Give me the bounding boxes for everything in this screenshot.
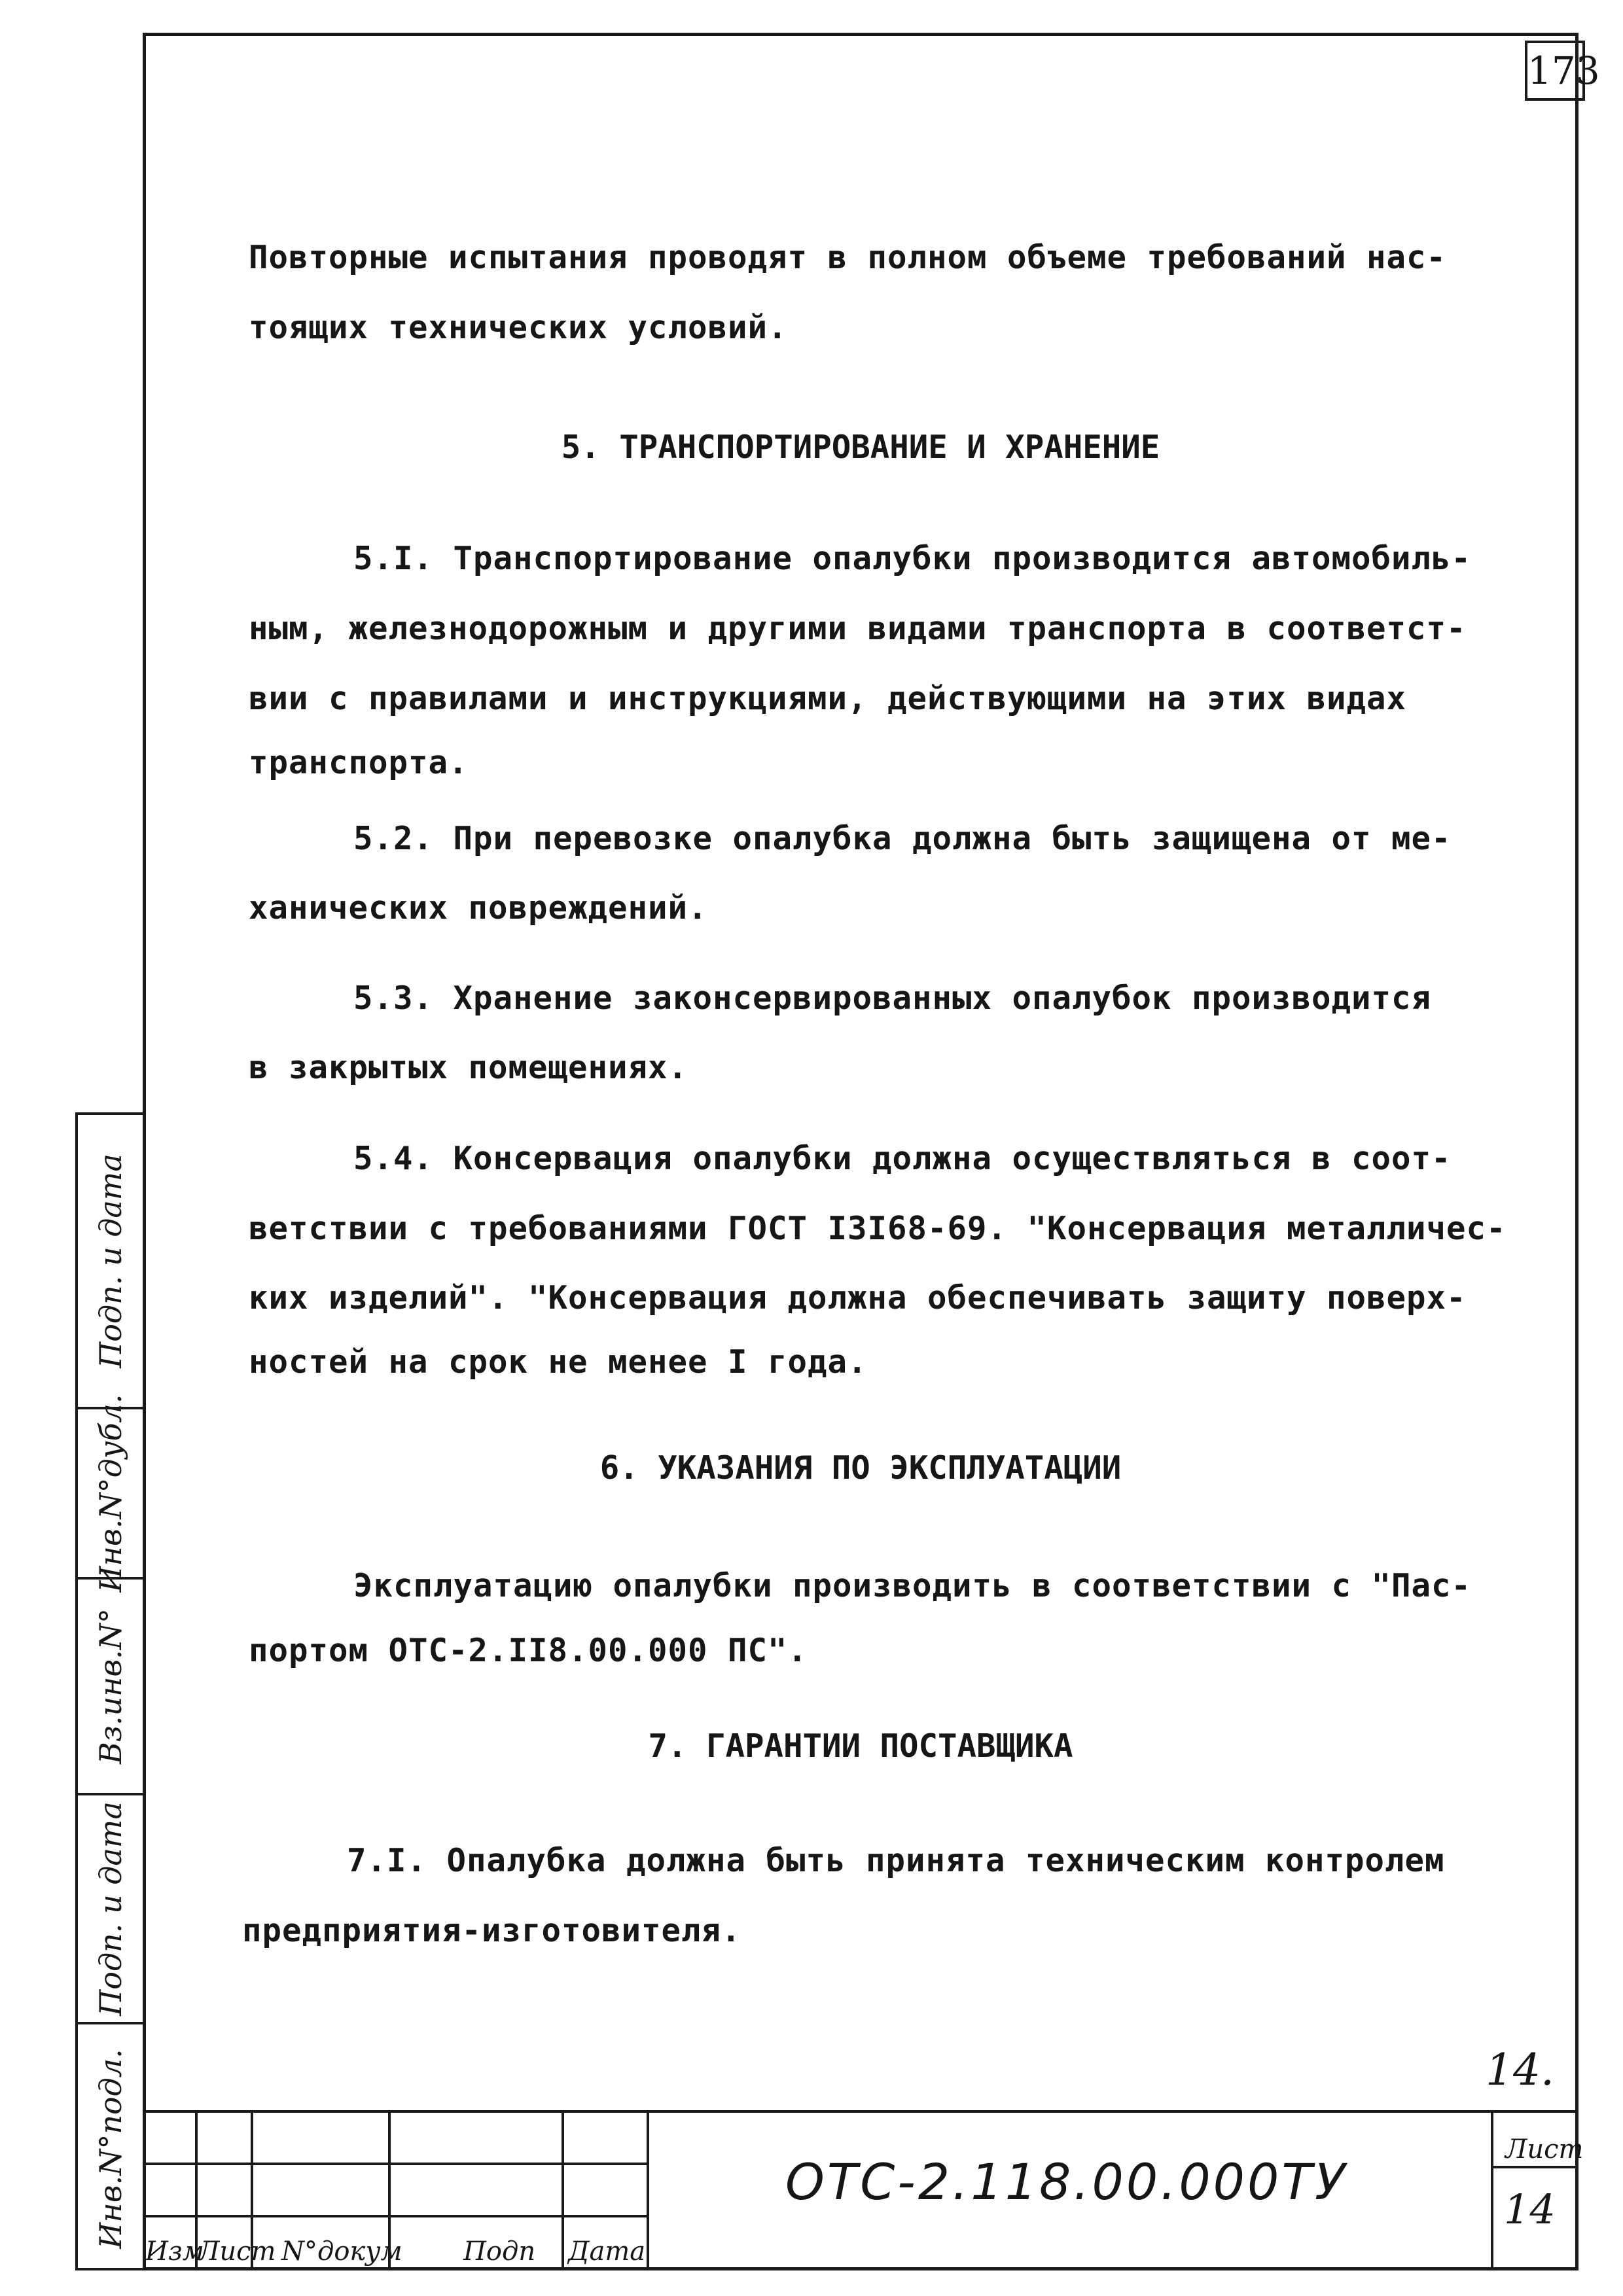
- sheet-value: 14: [1504, 2185, 1556, 2233]
- stamp-line: [143, 2215, 647, 2217]
- side-cell: [78, 1394, 143, 1593]
- text-line: 7.I. Опалубка должна быть принята техническим контролем: [347, 1842, 1445, 1879]
- text-line: ких изделий". "Консервация должна обеспечивать защиту поверх-: [249, 1279, 1467, 1316]
- side-cell: [78, 1580, 143, 1795]
- stamp-col-label: Подп: [463, 2236, 536, 2267]
- page-mark: 14.: [1486, 2045, 1554, 2095]
- stamp-col-label: Изм: [145, 2236, 204, 2267]
- stamp-line: [143, 2110, 1578, 2113]
- text-line: в закрытых помещениях.: [249, 1049, 688, 1086]
- stamp-line: [1491, 2110, 1493, 2270]
- side-label: Подп. и дата: [92, 1801, 128, 2016]
- side-cell: [78, 1795, 143, 2024]
- text-line: вии с правилами и инструкциями, действующими на этих видах: [249, 680, 1407, 717]
- stamp-line: [143, 2163, 647, 2165]
- section-heading: 6. УКАЗАНИЯ ПО ЭКСПЛУАТАЦИИ: [599, 1449, 1122, 1487]
- text-line: ханических повреждений.: [249, 889, 708, 927]
- text-line: Эксплуатацию опалубки производить в соответствии с "Пас-: [353, 1567, 1472, 1604]
- side-label: Инв.N°дубл.: [92, 1394, 128, 1593]
- text-line: предприятия-изготовителя.: [242, 1912, 741, 1949]
- sheet-label: Лист: [1505, 2134, 1584, 2164]
- text-line: Повторные испытания проводят в полном объеме требований нас-: [249, 239, 1447, 276]
- text-line: ветствии с требованиями ГОСТ I3I68-69. "Консервация металличес-: [249, 1210, 1507, 1247]
- text-line: портом ОТС-2.II8.00.000 ПС".: [249, 1632, 808, 1669]
- text-line: ностей на срок не менее I года.: [249, 1343, 868, 1381]
- side-label: Инв.N°подл.: [92, 2049, 128, 2249]
- side-label: Вз.инв.N°: [92, 1608, 128, 1765]
- text-line: ным, железнодорожным и другими видами транспорта в соответст-: [249, 610, 1467, 647]
- text-line: 5.I. Транспортирование опалубки производится автомобиль-: [353, 540, 1472, 577]
- archive-sheet-number: 173: [1525, 41, 1585, 101]
- section-heading: 5. ТРАНСПОРТИРОВАНИЕ И ХРАНЕНИЕ: [561, 429, 1160, 466]
- text-line: тоящих технических условий.: [249, 309, 788, 346]
- stamp-line: [562, 2110, 564, 2270]
- document-designation: ОТС-2.118.00.000ТУ: [785, 2153, 1348, 2211]
- side-label: Подп. и дата: [92, 1154, 128, 1368]
- text-line: транспорта.: [249, 744, 469, 781]
- text-line: 5.3. Хранение законсервированных опалубок производится: [353, 980, 1432, 1017]
- stamp-col-label: Лист: [198, 2236, 276, 2267]
- side-cell: [78, 2024, 143, 2273]
- stamp-line: [647, 2110, 649, 2270]
- side-stamp-strip: [75, 1112, 143, 2270]
- text-line: 5.4. Консервация опалубки должна осуществляться в соот-: [353, 1140, 1452, 1177]
- stamp-col-label: N°докум: [281, 2236, 402, 2267]
- text-line: 5.2. При перевозке опалубка должна быть защищена от ме-: [353, 820, 1452, 857]
- section-heading: 7. ГАРАНТИИ ПОСТАВЩИКА: [648, 1727, 1073, 1765]
- stamp-col-label: Дата: [568, 2236, 646, 2267]
- stamp-line: [1491, 2166, 1578, 2168]
- side-cell: [78, 1115, 143, 1409]
